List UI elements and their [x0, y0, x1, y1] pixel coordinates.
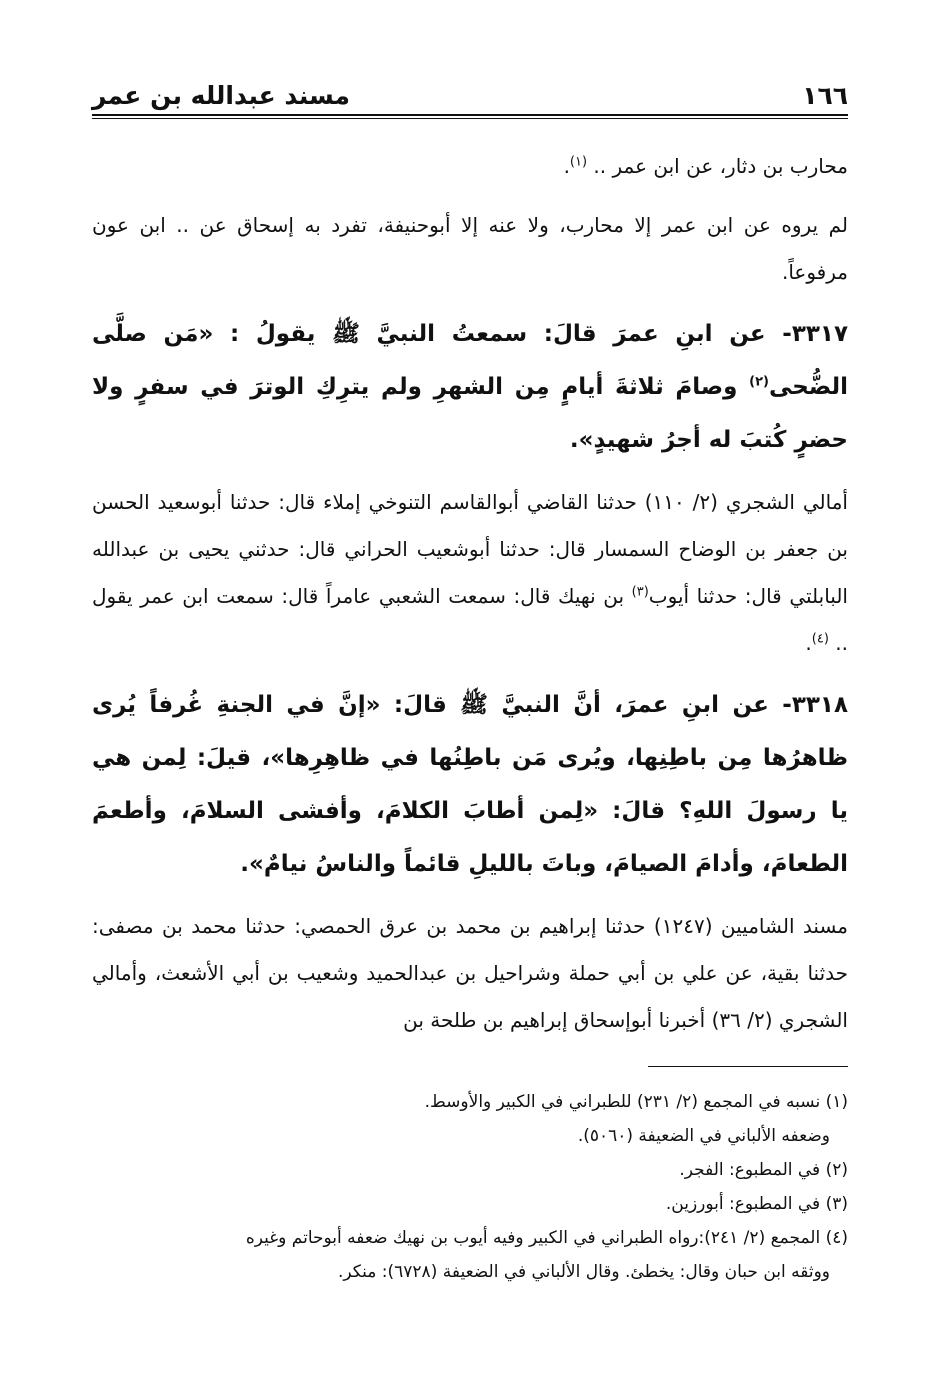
- footnote-ref-2[interactable]: (٢): [749, 374, 769, 390]
- isnad-3318-text: مسند الشاميين (١٢٤٧) حدثنا إبراهيم بن محمد بن عرق الحمصي: حدثنا محمد بن مصفى: حدثنا بقية، عن علي بن أبي حملة وشراحيل بن عبدالحميد وشعيب بن أبي الأشعث، وأمالي الشجري (٢/ ٣٦) أخبرنا أبوإسحاق إبراهيم بن طلحة بن: [92, 914, 849, 1032]
- footnote-1: (١) نسبه في المجمع (٢/ ٢٣١) للطبراني في الكبير والأوسط.: [424, 1092, 848, 1112]
- footnote-4-continued: ووثقه ابن حبان وقال: يخطئ. وقال الألباني في الضعيفة (٦٧٢٨): منكر.: [337, 1262, 830, 1282]
- running-header: [92, 70, 848, 110]
- footnote-ref-4[interactable]: (٤): [811, 631, 829, 647]
- period: .: [563, 154, 570, 178]
- hadith-3317-text-a: ٣٣١٧- عن ابنِ عمرَ قالَ: سمعتُ النبيَّ ﷺ يقولُ : «مَن صلَّى الضُّحى: [92, 321, 848, 400]
- footnote-3: (٣) في المطبوع: أبورزين.: [665, 1194, 848, 1214]
- hadith-3317-text-b: وصامَ ثلاثةَ أيامٍ مِن الشهرِ ولم يترِكِ الوترَ في سفرٍ ولا حضرٍ كُتبَ له أجرُ شهيدٍ».: [92, 374, 848, 453]
- isnad-text-a: أمالي الشجري (٢/ ١١٠) حدثنا القاضي أبوالقاسم التنوخي إملاء قال: حدثنا أبوسعيد الحسن بن جعفر بن الوضاح السمسار قال: حدثنا أبوشعيب الحراني قال: حدثني يحيى بن عبدالله البابلتي قال: حدثنا أيوب: [92, 490, 848, 608]
- footnote-separator: [648, 1066, 848, 1067]
- paragraph-isnad-3317: [92, 479, 848, 667]
- footnote-ref-1[interactable]: (١): [569, 154, 588, 170]
- header-rule: [92, 114, 848, 116]
- footnote-1-continued: وضعفه الألباني في الضعيفة (٥٠٦٠).: [577, 1126, 830, 1146]
- hadith-3318: [92, 679, 848, 891]
- hadith-3317: [92, 308, 848, 467]
- header-rule-thin: [92, 118, 848, 119]
- page-number: ١٦٦: [802, 81, 848, 110]
- footnotes: [92, 1085, 848, 1289]
- footnote-4: (٤) المجمع (٢/ ٢٤١):رواه الطبراني في الكبير وفيه أيوب بن نهيك ضعفه أبوحاتم وغيره: [245, 1228, 848, 1248]
- note-text: لم يروه عن ابن عمر إلا محارب، ولا عنه إلا أبوحنيفة، تفرد به إسحاق عن .. ابن عون مرفوعاً.: [92, 213, 848, 284]
- footnote-ref-3[interactable]: (٣): [631, 584, 649, 600]
- period: .: [805, 631, 812, 655]
- isnad-text-b: بن نهيك قال: سمعت الشعبي عامراً قال: سمعت ابن عمر يقول ..: [92, 584, 848, 655]
- paragraph-isnad-3318: [92, 903, 848, 1044]
- paragraph-note: [92, 202, 848, 296]
- book-title: مسند عبدالله بن عمر: [92, 81, 350, 110]
- footnote-2: (٢) في المطبوع: الفجر.: [679, 1160, 848, 1180]
- paragraph-chain: [92, 143, 848, 190]
- hadith-3318-text: ٣٣١٨- عن ابنِ عمرَ، أنَّ النبيَّ ﷺ قالَ: «إنَّ في الجنةِ غُرفاً يُرى ظاهرُها مِن باطِنِها، ويُرى مَن باطِنُها في ظاهِرِها»، قيلَ: لِمن هي يا رسولَ اللهِ؟ قالَ: «لِمن أطابَ الكلامَ، وأفشى السلامَ، وأطعمَ الطعامَ، وأدامَ الصيامَ، وباتَ بالليلِ قائماً والناسُ نيامٌ».: [92, 692, 848, 877]
- chain-text: محارب بن دثار، عن ابن عمر ..: [593, 154, 848, 178]
